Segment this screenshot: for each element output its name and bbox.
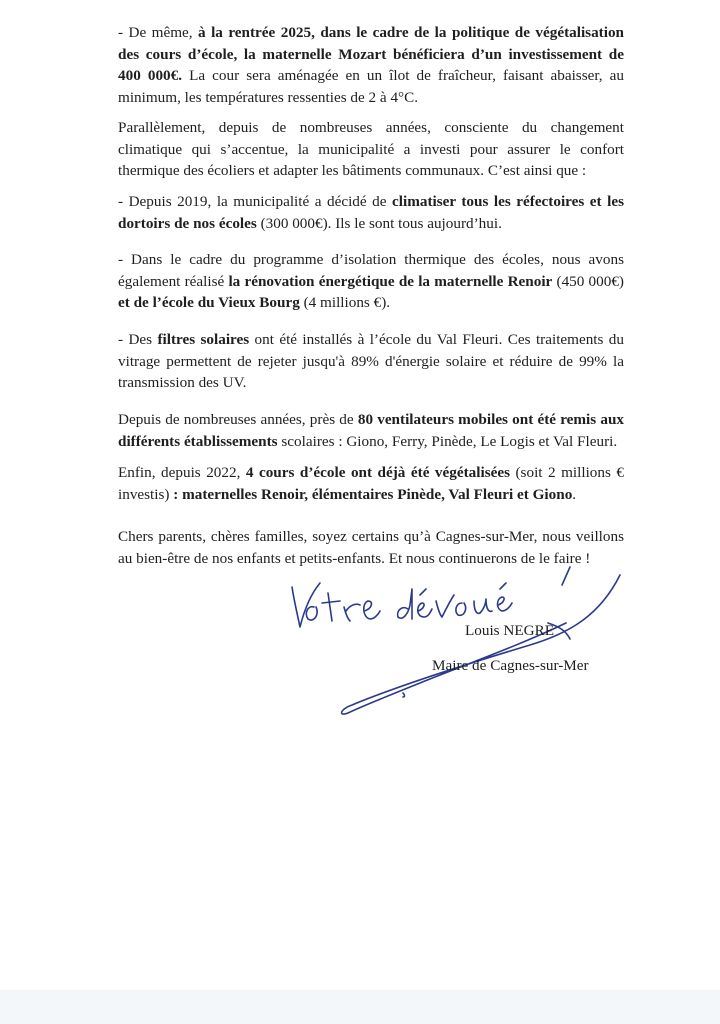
paragraph-text: (4 millions €).	[299, 294, 391, 311]
paragraph-text: Enfin, depuis 2022,	[118, 464, 246, 481]
paragraph-bold-text: et de l’école du Vieux Bourg	[118, 294, 300, 311]
paragraph-text: La cour sera aménagée en un îlot de fraîcheur, faisant abaisser, au minimum, les températures ressenties de 2 à 4°C.	[118, 67, 625, 106]
paragraph-text: (soit 2 millions € investis)	[118, 464, 624, 503]
paragraph-closing: Chers parents, chères familles, soyez certains qu’à Cagnes-sur-Mer, nous veillons au bien-être de nos enfants et petits-enfants. Et nous continuerons de le faire !	[118, 528, 624, 567]
signatory-title: Maire de Cagnes-sur-Mer	[432, 657, 589, 674]
paragraph-text: ont été installés à l’école du Val Fleuri. Ces traitements du vitrage permettent de rejeter jusqu'à 89% d'énergie solaire et réduire de 99% la transmission des UV.	[118, 331, 624, 391]
paragraph-bold-text: 80 ventilateurs mobiles ont été remis aux différents établissements	[118, 411, 625, 450]
paragraph-text: (300 000€). Ils le sont tous aujourd’hui.	[256, 214, 502, 232]
paragraph-bold-text: : maternelles Renoir, élémentaires Pinède, Val Fleuri et Giono	[173, 485, 573, 503]
paragraph-text: scolaires : Giono, Ferry, Pinède, Le Logis et Val Fleuri.	[277, 432, 618, 450]
paragraph-greening	[118, 462, 624, 505]
paragraph-bold-text: 4 cours d’école ont déjà été végétalisées	[245, 464, 510, 481]
paragraph-bold-text: filtres solaires	[157, 331, 250, 348]
paragraph-air-conditioning	[118, 191, 624, 234]
paragraph-text: - Dans le cadre du programme d’isolation thermique des écoles, nous avons également réalisé	[118, 251, 624, 290]
signatory-name: Louis NEGRE	[465, 622, 555, 639]
paragraph-solar-filters	[118, 329, 624, 394]
paragraph-mozart	[118, 22, 624, 108]
paragraph-text: Depuis de nombreuses années, près de	[118, 411, 358, 428]
footer-band	[0, 990, 720, 1024]
paragraph-bold-text: à la rentrée 2025, dans le cadre de la politique de végétalisation des cours d’école, la maternelle Mozart bénéficiera d’un investissement de 400 000€.	[118, 24, 624, 84]
handwritten-signature	[270, 545, 630, 735]
paragraph-text: - De même,	[118, 24, 199, 41]
paragraph-text: .	[572, 485, 577, 503]
paragraph-bold-text: la rénovation énergétique de la maternelle Renoir	[228, 272, 553, 290]
paragraph-renovation	[118, 249, 624, 314]
paragraph-text: (450 000€)	[552, 272, 624, 290]
paragraph-text: - Des	[118, 331, 158, 348]
paragraph-fans	[118, 409, 624, 452]
paragraph-text: - Depuis 2019, la municipalité a décidé de	[118, 193, 393, 210]
paragraph-intro: Parallèlement, depuis de nombreuses années, consciente du changement climatique qui s’accentue, la municipalité a investi pour assurer le confort thermique des écoliers et adapter les bâtiments communaux. C’est ainsi que :	[118, 119, 624, 179]
paragraph-bold-text: climatiser tous les réfectoires et les dortoirs de nos écoles	[118, 193, 624, 232]
